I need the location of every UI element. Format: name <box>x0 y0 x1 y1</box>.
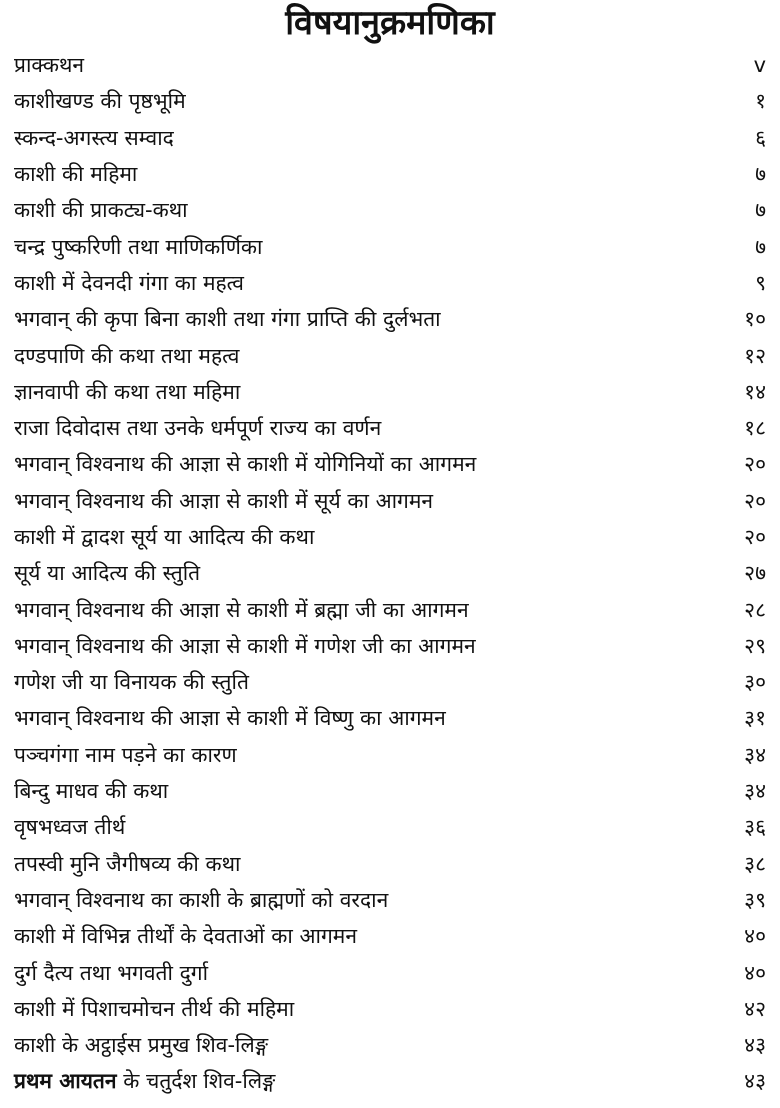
toc-entry <box>14 1027 766 1063</box>
toc-entry-title <box>14 955 208 991</box>
toc-entry <box>14 882 766 918</box>
toc-entry <box>14 265 766 301</box>
toc-entry-page-number: २७ <box>744 561 766 586</box>
toc-entry-text: काशी में द्वादश सूर्य या आदित्य की कथा <box>14 525 315 549</box>
toc-entry-text: स्कन्द-अगस्त्य सम्वाद <box>14 125 174 150</box>
toc-entry-page-number: ३१ <box>744 706 766 731</box>
toc-entry-page-number: १० <box>744 307 766 332</box>
toc-entry-text: काशी के अट्ठाईस प्रमुख शिव-लिङ्ग <box>14 1033 269 1058</box>
toc-entry <box>14 664 766 700</box>
page-title: विषयानुक्रमणिका <box>285 3 495 43</box>
toc-entry-text: पञ्चगंगा नाम पड़ने का कारण <box>14 742 237 767</box>
toc-entry-page-number: ३४ <box>744 742 766 767</box>
toc-entry-text: भगवान् विश्वनाथ की आज्ञा से काशी में सूर्य का आगमन <box>14 488 434 513</box>
toc-entry-text: गणेश जी या विनायक की स्तुति <box>14 670 249 695</box>
toc-entry-title <box>14 47 84 83</box>
toc-entry-text: बिन्दु माधव की कथा <box>14 779 169 804</box>
toc-entry-title <box>14 83 186 119</box>
toc-entry-title <box>14 592 469 628</box>
toc-entry-title <box>14 991 294 1027</box>
toc-entry-title <box>14 1063 275 1099</box>
toc-entry-text: के चतुर्दश शिव-लिङ्ग <box>116 1069 276 1094</box>
toc-entry-text: काशी में देवनदी गंगा का महत्व <box>14 270 244 295</box>
toc-entry <box>14 83 766 119</box>
toc-entry <box>14 47 766 83</box>
toc-entry-page-number: ४३ <box>744 1069 766 1094</box>
toc-entry-page-number: २० <box>744 452 766 477</box>
toc-entry-bold-part: प्रथम आयतन <box>14 1069 117 1094</box>
toc-entry-text: काशी में विभिन्न तीर्थों के देवताओं का आगमन <box>14 924 358 949</box>
toc-entry <box>14 591 766 627</box>
toc-entry-title <box>14 773 168 809</box>
toc-entry-text: काशीखण्ड की पृष्ठभूमि <box>14 89 186 114</box>
toc-entry-text: काशी की महिमा <box>14 162 138 187</box>
toc-entry-text: तपस्वी मुनि जैगीषव्य की कथा <box>14 851 241 876</box>
toc-entry <box>14 773 766 809</box>
toc-entry-title <box>14 809 125 845</box>
toc-entry-page-number: ४२ <box>744 996 766 1021</box>
toc-entry <box>14 991 766 1027</box>
toc-entry-page-number: ४० <box>744 960 766 985</box>
toc-entry <box>14 374 766 410</box>
toc-entry-title <box>14 410 381 446</box>
toc-entry-title <box>14 156 137 192</box>
toc-entry-text: वृषभध्वज तीर्थ <box>14 815 126 840</box>
toc-entry-text: काशी में पिशाचमोचन तीर्थ की महिमा <box>14 996 295 1021</box>
toc-entry-title <box>14 229 262 265</box>
toc-entry-title <box>14 120 174 156</box>
toc-entry-title <box>14 664 249 700</box>
toc-entry <box>14 410 766 446</box>
toc-entry <box>14 156 766 192</box>
toc-entry-page-number: ७ <box>755 198 766 223</box>
toc-entry <box>14 519 766 555</box>
toc-entry-title <box>14 846 240 882</box>
toc-entry-text: काशी की प्राकट्य-कथा <box>14 198 188 223</box>
toc-entry-title <box>14 882 388 918</box>
toc-entry-page-number: ७ <box>755 234 766 259</box>
toc-entry-text: भगवान् विश्वनाथ की आज्ञा से काशी में ब्रह्मा जी का आगमन <box>14 597 469 622</box>
toc-entry-page-number: ३० <box>744 670 766 695</box>
toc-entry-title <box>14 338 239 374</box>
toc-entry <box>14 737 766 773</box>
toc-entry-title <box>14 374 240 410</box>
toc-entry-title <box>14 555 200 591</box>
toc-entry-title <box>14 737 237 773</box>
toc-entry-page-number: ३४ <box>744 779 766 804</box>
toc-entry-title <box>14 301 441 337</box>
toc-entry-text: प्राक्कथन <box>14 53 85 78</box>
toc-entry-text: सूर्य या आदित्य की स्तुति <box>14 561 201 586</box>
toc-entry-page-number: ३६ <box>744 815 766 840</box>
toc-entry-text: भगवान् विश्वनाथ की आज्ञा से काशी में गणेश जी का आगमन <box>14 633 476 658</box>
toc-entry <box>14 954 766 990</box>
toc-entry-page-number: १८ <box>744 416 766 441</box>
toc-entry-page-number: v <box>753 53 766 78</box>
toc-entry <box>14 1063 766 1099</box>
toc-entry <box>14 228 766 264</box>
toc-entry-text: ज्ञानवापी की कथा तथा महिमा <box>14 379 241 404</box>
toc-entry-title <box>14 483 433 519</box>
toc-entry-title <box>14 1027 268 1063</box>
toc-entry-page-number: २० <box>744 525 766 549</box>
toc-entry-title <box>14 446 476 482</box>
toc-entry <box>14 120 766 156</box>
toc-entry-page-number: ६ <box>755 125 766 150</box>
toc-entry <box>14 700 766 736</box>
toc-entry <box>14 846 766 882</box>
toc-entry-page-number: २९ <box>744 633 766 658</box>
toc-entry-page-number: ७ <box>755 162 766 187</box>
toc-entry-text: दण्डपाणि की कथा तथा महत्व <box>14 343 240 368</box>
toc-entry-title <box>14 192 188 228</box>
toc-entry-page-number: १२ <box>744 343 766 368</box>
toc-entry-text: भगवान् विश्वनाथ का काशी के ब्राह्मणों को वरदान <box>14 887 389 912</box>
toc-entry <box>14 301 766 337</box>
toc-entry-page-number: २० <box>744 488 766 513</box>
toc-entry-page-number: ४० <box>744 924 766 949</box>
toc-entry <box>14 918 766 954</box>
table-of-contents <box>14 47 766 1100</box>
toc-entry-page-number: १ <box>755 89 766 114</box>
toc-entry <box>14 555 766 591</box>
toc-entry-title <box>14 519 314 555</box>
toc-entry-text: भगवान् विश्वनाथ की आज्ञा से काशी में योगिनियों का आगमन <box>14 452 477 477</box>
toc-entry <box>14 337 766 373</box>
toc-entry-text: राजा दिवोदास तथा उनके धर्मपूर्ण राज्य का वर्णन <box>14 416 382 441</box>
toc-entry-title <box>14 700 446 736</box>
toc-entry <box>14 628 766 664</box>
toc-entry-page-number: ३८ <box>744 851 766 876</box>
toc-entry-title <box>14 628 476 664</box>
toc-entry-text: दुर्ग दैत्य तथा भगवती दुर्गा <box>14 960 209 985</box>
toc-entry <box>14 192 766 228</box>
toc-entry <box>14 483 766 519</box>
toc-entry-page-number: ४३ <box>744 1033 766 1058</box>
toc-entry-page-number: ९ <box>755 270 766 295</box>
toc-entry-title <box>14 265 244 301</box>
toc-entry-title <box>14 918 357 954</box>
toc-entry-text: भगवान् विश्वनाथ की आज्ञा से काशी में विष्णु का आगमन <box>14 706 446 731</box>
toc-entry-page-number: १४ <box>744 379 766 404</box>
toc-entry <box>14 809 766 845</box>
toc-entry-page-number: २८ <box>744 597 766 622</box>
toc-entry-text: चन्द्र पुष्करिणी तथा माणिकर्णिका <box>14 234 263 259</box>
toc-entry-text: भगवान् की कृपा बिना काशी तथा गंगा प्राप्ति की दुर्लभता <box>14 307 441 332</box>
toc-entry <box>14 446 766 482</box>
toc-entry-page-number: ३९ <box>744 887 766 912</box>
